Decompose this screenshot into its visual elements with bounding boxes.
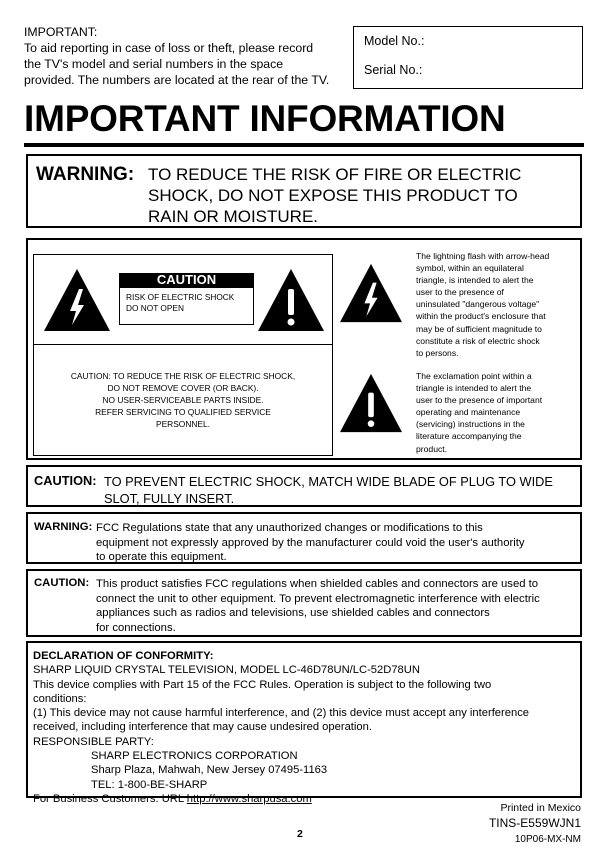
intro-line: the TV's model and serial numbers in the space <box>24 57 284 71</box>
declaration-of-conformity <box>26 641 582 805</box>
caution-small-line: DO NOT OPEN <box>126 303 184 313</box>
declaration-title: DECLARATION OF CONFORMITY: <box>33 650 214 662</box>
business-url-link[interactable]: http://www.sharpusa.com <box>186 792 312 805</box>
responsible-party-label: RESPONSIBLE PARTY: <box>33 735 154 748</box>
desc-line: literature accompanying the <box>416 431 522 442</box>
exclamation-warning-icon <box>256 267 326 333</box>
intro-label: IMPORTANT: <box>24 25 98 39</box>
warning-text <box>148 164 521 227</box>
desc-line: triangle is intended to alert the <box>416 383 532 394</box>
caution-label: CAUTION: <box>34 577 90 589</box>
caution-small-text <box>119 287 254 325</box>
lightning-description <box>416 250 549 359</box>
desc-line: user to the presence of <box>416 287 504 298</box>
party-line: TEL: 1-800-BE-SHARP <box>91 778 208 791</box>
caution-line: appliances such as radios and televisions, use shielded cables and connectors <box>96 607 490 619</box>
caution-line: for connections. <box>96 621 176 634</box>
fcc-warning <box>26 512 582 564</box>
desc-line: The exclamation point within a <box>416 371 532 381</box>
business-line <box>33 792 529 806</box>
caution-line: CAUTION: TO REDUCE THE RISK OF ELECTRIC SHOCK, <box>70 371 296 381</box>
declaration-line: (1) This device may not cause harmful interference, and (2) this device must accept any interference <box>33 707 530 720</box>
caution-line: NO USER-SERVICEABLE PARTS INSIDE. <box>102 395 264 405</box>
caution-text-panel <box>33 344 333 456</box>
safety-symbols-panel <box>26 238 582 460</box>
intro-note <box>24 24 354 88</box>
desc-line: to persons. <box>416 347 459 358</box>
desc-line: operating and maintenance <box>416 407 521 418</box>
warning-line: equipment not expressly approved by the manufacturer could void the user's authority <box>96 536 525 549</box>
desc-line: (servicing) instructions in the <box>416 419 525 430</box>
desc-line: uninsulated "dangerous voltage" <box>416 299 540 310</box>
document-subcode: 10P06-MX-NM <box>514 834 581 845</box>
business-prefix: For Business Customers: URL <box>33 792 187 805</box>
declaration-model: SHARP LIQUID CRYSTAL TELEVISION, MODEL LC-46D78UN/LC-52D78UN <box>33 664 420 677</box>
caution-line: REFER SERVICING TO QUALIFIED SERVICE <box>95 407 271 417</box>
lightning-warning-icon <box>42 267 112 333</box>
caution-label: CAUTION: <box>34 473 97 488</box>
party-line: Sharp Plaza, Mahwah, New Jersey 07495-1163 <box>91 764 328 777</box>
party-line: SHARP ELECTRONICS CORPORATION <box>91 750 298 763</box>
model-serial-box <box>353 26 583 89</box>
desc-line: user to the presence of important <box>416 395 543 406</box>
document-code: TINS-E559WJN1 <box>488 816 581 830</box>
caution-line: This product satisfies FCC regulations when shielded cables and connectors are used to <box>96 578 539 590</box>
fire-shock-warning <box>26 154 582 228</box>
caution-line: connect the unit to other equipment. To prevent electromagnetic interference with electric <box>96 592 540 605</box>
warning-label: WARNING: <box>34 521 93 533</box>
model-number-label: Model No.: <box>364 34 425 48</box>
desc-line: within the product's enclosure that <box>416 311 546 322</box>
desc-line: triangle, is intended to alert the <box>416 275 534 286</box>
plug-caution <box>26 465 582 507</box>
exclamation-symbol-icon <box>338 372 404 434</box>
desc-line: The lightning flash with arrow-head <box>416 251 550 261</box>
caution-line: SLOT, FULLY INSERT. <box>104 491 235 506</box>
desc-line: may be of sufficient magnitude to <box>416 323 542 334</box>
caution-title: CAUTION <box>119 273 254 287</box>
warning-line: to operate this equipment. <box>96 551 227 563</box>
lightning-symbol-icon <box>338 262 404 324</box>
caution-small-line: RISK OF ELECTRIC SHOCK <box>126 292 235 302</box>
warning-line: FCC Regulations state that any unauthorized changes or modifications to this <box>96 522 483 534</box>
intro-line: provided. The numbers are located at the rear of the TV. <box>24 73 330 87</box>
caution-line: TO PREVENT ELECTRIC SHOCK, MATCH WIDE BLADE OF PLUG TO WIDE <box>104 474 553 489</box>
desc-line: symbol, within an equilateral <box>416 263 524 274</box>
warning-line: RAIN OR MOISTURE. <box>148 207 319 226</box>
page-number: 2 <box>297 828 303 840</box>
warning-line: SHOCK, DO NOT EXPOSE THIS PRODUCT TO <box>148 186 518 205</box>
declaration-line: This device complies with Part 15 of the FCC Rules. Operation is subject to the following two <box>33 678 492 691</box>
declaration-line: received, including interference that may cause undesired operation. <box>33 721 372 734</box>
warning-line: TO REDUCE THE RISK OF FIRE OR ELECTRIC <box>148 165 522 184</box>
desc-line: constitute a risk of electric shock <box>416 335 540 346</box>
serial-number-label: Serial No.: <box>364 63 423 77</box>
declaration-line: conditions: <box>33 692 87 705</box>
caution-line: DO NOT REMOVE COVER (OR BACK). <box>107 383 259 393</box>
warning-label: WARNING: <box>36 164 135 185</box>
caution-line: PERSONNEL. <box>156 419 210 429</box>
exclamation-description <box>416 370 542 455</box>
title-divider <box>24 143 584 147</box>
desc-line: product. <box>416 443 448 454</box>
printed-in: Printed in Mexico <box>500 802 581 814</box>
caution-label-panel <box>33 254 333 344</box>
fcc-caution <box>26 569 582 637</box>
intro-line: To aid reporting in case of loss or theft, please record <box>24 41 314 55</box>
page-title: IMPORTANT INFORMATION <box>24 98 506 139</box>
